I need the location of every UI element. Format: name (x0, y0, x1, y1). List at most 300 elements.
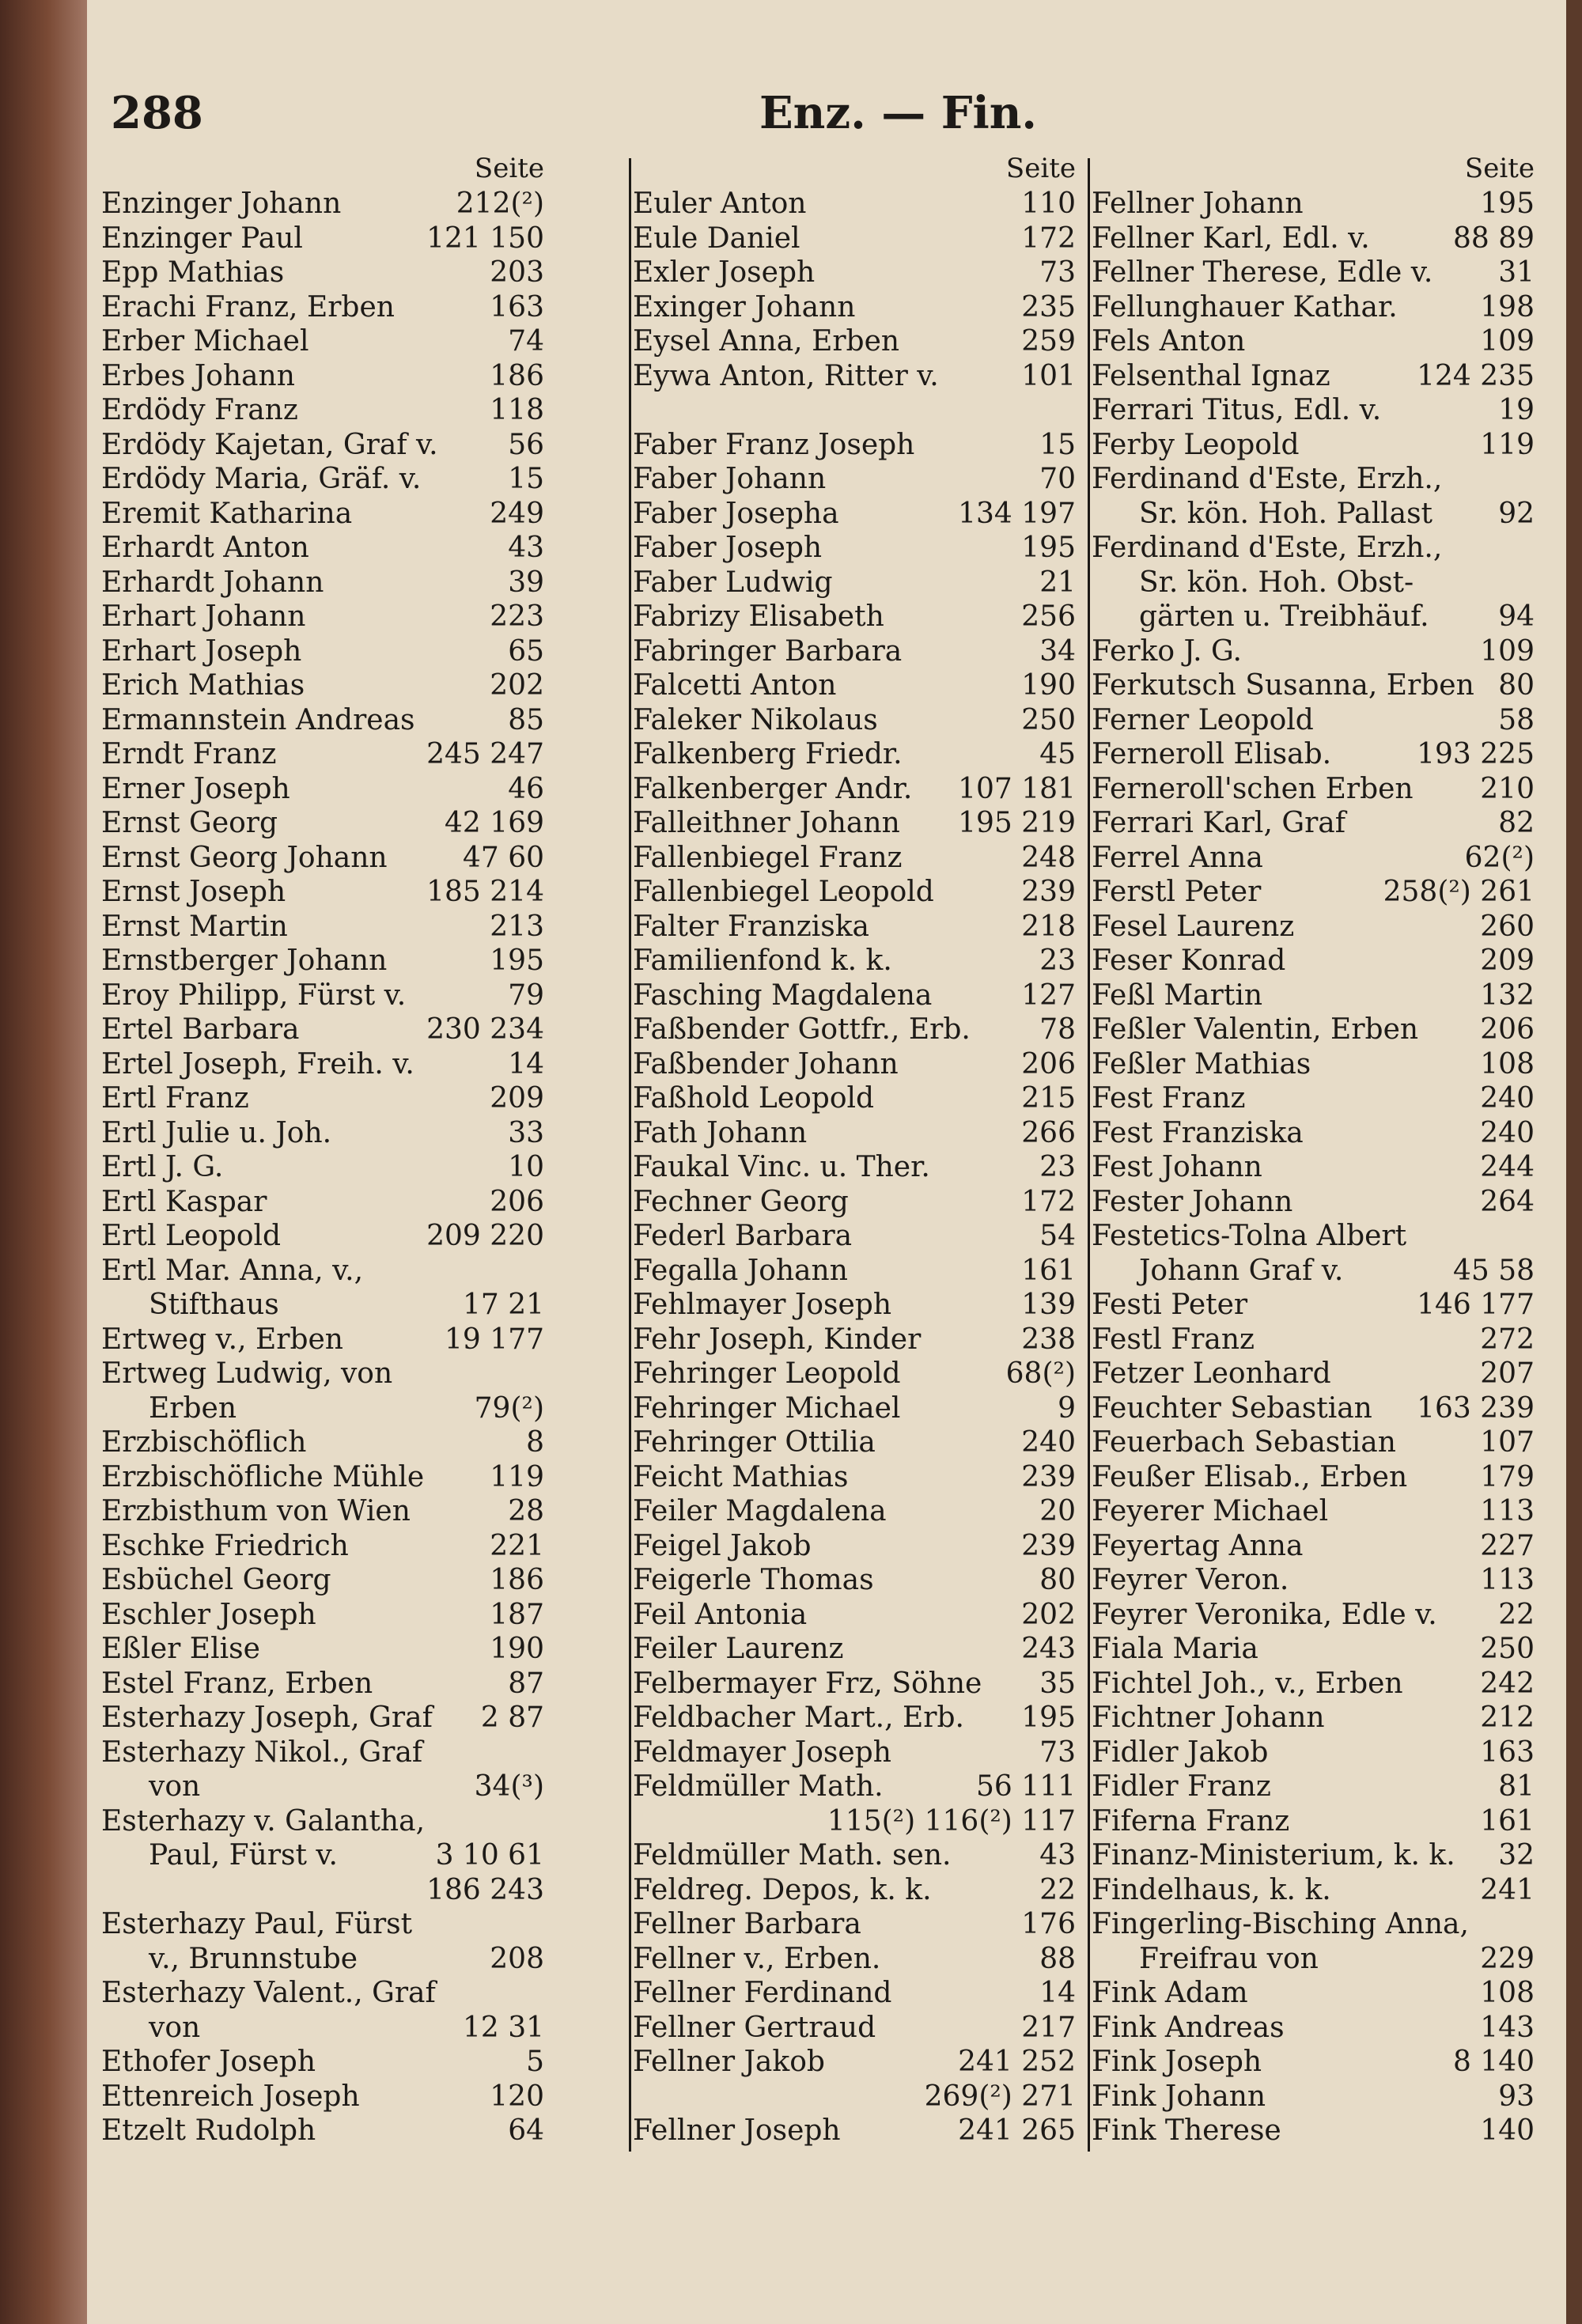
entry-name: Paul, Fürst v. (149, 1839, 338, 1872)
index-entry (1092, 978, 1542, 1013)
entry-name: Federl Barbara (633, 1220, 853, 1252)
index-entry (101, 634, 552, 669)
entry-name: Fellner v., Erben. (633, 1942, 881, 1975)
entry-pages: 260 (1480, 910, 1535, 943)
column-header: Seite (1005, 153, 1076, 184)
index-entry (1092, 2114, 1542, 2148)
index-entry (101, 737, 552, 772)
index-entry (101, 497, 552, 532)
entry-pages: 93 (1498, 2080, 1535, 2113)
entry-name: Ferko J. G. (1092, 634, 1242, 668)
index-entry (633, 1460, 1084, 1495)
entry-name: Feldmüller Math. sen. (633, 1839, 952, 1872)
entry-name: Faukal Vinc. u. Ther. (633, 1151, 930, 1183)
entry-pages: 88 (1039, 1942, 1076, 1975)
entry-pages: 195 (1021, 532, 1076, 564)
index-entry (101, 1529, 552, 1564)
entry-name: Eroy Philipp, Fürst v. (101, 978, 407, 1012)
entry-name: von (149, 2011, 201, 2044)
entry-pages: 240 (1480, 1116, 1535, 1149)
index-entry (1092, 2080, 1542, 2114)
index-entry (101, 772, 552, 807)
index-entry (101, 1804, 552, 1839)
entry-pages: 259 (1021, 325, 1076, 358)
entry-name: Ertel Joseph, Freih. v. (101, 1047, 414, 1081)
index-entry (633, 1081, 1084, 1116)
index-entry (101, 462, 552, 497)
index-column-1 (101, 150, 552, 2148)
entry-name: Fellner Jakob (633, 2046, 825, 2078)
entry-pages: 238 (1021, 1323, 1076, 1356)
index-entry (633, 462, 1084, 497)
index-entry (633, 497, 1084, 532)
index-entry (1092, 1494, 1542, 1529)
entry-pages: 207 (1480, 1357, 1535, 1390)
entry-pages: 80 (1039, 1564, 1076, 1596)
column-rule (1088, 158, 1090, 2152)
index-entry (101, 1047, 552, 1082)
entry-name: Ernst Joseph (101, 876, 286, 908)
index-entry (633, 944, 1084, 978)
entry-pages: 113 (1480, 1564, 1535, 1596)
index-entry (633, 428, 1084, 463)
entry-name: Fichtner Johann (1092, 1701, 1325, 1734)
entry-pages: 107 181 (958, 772, 1076, 805)
entry-name: Ermannstein Andreas (101, 703, 415, 736)
index-entry (101, 531, 552, 566)
entry-pages: 79(²) (474, 1391, 544, 1425)
index-entry (633, 566, 1084, 600)
entry-pages: 101 (1021, 359, 1076, 392)
entry-name: Fink Joseph (1092, 2046, 1262, 2078)
index-entry (633, 1357, 1084, 1391)
book-spine (0, 0, 87, 2324)
entry-pages: 113 (1480, 1495, 1535, 1527)
entry-pages: 109 (1480, 634, 1535, 668)
entry-name: Finanz-Ministerium, k. k. (1092, 1839, 1455, 1872)
entry-name: Fidler Franz (1092, 1770, 1271, 1803)
entry-pages: 5 (526, 2046, 544, 2078)
index-entry (101, 1425, 552, 1460)
entry-pages: 107 (1480, 1426, 1535, 1459)
index-entry (1092, 1907, 1542, 1942)
entry-name: Fellner Johann (1092, 187, 1304, 220)
entry-name: Eschke Friedrich (101, 1529, 349, 1562)
entry-pages: 193 225 (1417, 738, 1535, 770)
entry-name: gärten u. Treibhäuf. (1139, 600, 1429, 633)
index-entry (101, 1254, 552, 1289)
index-entry (633, 359, 1084, 394)
index-entry (633, 1494, 1084, 1529)
index-entry (101, 978, 552, 1013)
index-entry (633, 841, 1084, 876)
entry-pages: 23 (1039, 944, 1076, 977)
entry-name: Felsenthal Ignaz (1092, 359, 1330, 392)
index-entry (1092, 566, 1542, 600)
entry-pages: 121 150 (426, 221, 544, 255)
entry-pages: 80 (1498, 669, 1535, 702)
index-entry (101, 1460, 552, 1495)
index-entry (1092, 875, 1542, 910)
entry-name: Ferdinand d'Este, Erzh., (1092, 463, 1443, 495)
entry-pages: 256 (1021, 600, 1076, 633)
entry-pages: 215 (1021, 1082, 1076, 1115)
entry-name: Feßler Mathias (1092, 1047, 1311, 1081)
index-entry (1092, 1081, 1542, 1116)
index-entry (101, 2011, 552, 2046)
entry-name: Erner Joseph (101, 772, 290, 805)
entry-name: Eule Daniel (633, 221, 800, 255)
entry-pages: 242 (1480, 1667, 1535, 1700)
entry-name: Ferrel Anna (1092, 841, 1263, 874)
entry-pages: 33 (508, 1116, 544, 1149)
index-entry (1092, 1425, 1542, 1460)
entry-pages: 161 (1021, 1254, 1076, 1287)
entry-pages: 2 87 (480, 1701, 544, 1734)
entry-name: Erbes Johann (101, 359, 295, 392)
index-entry (1092, 1632, 1542, 1667)
entry-pages: 223 (490, 600, 544, 633)
entry-pages: 21 (1039, 566, 1076, 599)
index-entry (633, 1976, 1084, 2011)
entry-name: Enzinger Johann (101, 187, 342, 220)
entry-name: Eysel Anna, Erben (633, 325, 900, 358)
index-entry (101, 600, 552, 634)
entry-pages: 45 (1039, 738, 1076, 770)
entry-name: Ertl Mar. Anna, v., (101, 1254, 364, 1287)
entry-name: Ertweg Ludwig, von (101, 1357, 393, 1390)
index-entry (633, 1425, 1084, 1460)
index-entry (1092, 2011, 1542, 2046)
index-entry (101, 1667, 552, 1701)
entry-pages: 172 (1021, 221, 1076, 255)
entry-name: Eschler Joseph (101, 1598, 316, 1631)
entry-name: Feigel Jakob (633, 1529, 812, 1562)
entry-name: Faßbender Gottfr., Erb. (633, 1013, 971, 1046)
index-entry (101, 1357, 552, 1391)
entry-name: Feyertag Anna (1092, 1529, 1304, 1562)
index-entry (101, 703, 552, 738)
entry-pages: 190 (1021, 669, 1076, 702)
entry-name: Faber Ludwig (633, 566, 833, 599)
index-entry (633, 910, 1084, 944)
index-entry (633, 668, 1084, 703)
entry-pages: 34(³) (474, 1770, 544, 1803)
index-entry (633, 1804, 1084, 1839)
entry-pages: 209 (1480, 944, 1535, 977)
entry-pages: 230 234 (426, 1013, 544, 1046)
index-entry (101, 1288, 552, 1323)
entry-pages: 209 220 (426, 1220, 544, 1252)
entry-pages: 120 (490, 2080, 544, 2113)
entry-name: Erhart Johann (101, 600, 306, 633)
entry-pages: 187 (490, 1598, 544, 1631)
entry-name: Fechner Georg (633, 1185, 849, 1218)
index-entry (633, 187, 1084, 221)
index-entry (101, 324, 552, 359)
entry-name: Erhardt Anton (101, 532, 309, 564)
entry-name: Findelhaus, k. k. (1092, 1873, 1331, 1906)
entry-name: Fidler Jakob (1092, 1735, 1269, 1769)
entry-name: Fellunghauer Kathar. (1092, 290, 1398, 324)
index-entry (101, 1598, 552, 1633)
entry-name: Erhart Joseph (101, 634, 302, 668)
entry-name: Euler Anton (633, 187, 807, 220)
entry-pages: 23 (1039, 1151, 1076, 1183)
entry-pages: 81 (1498, 1770, 1535, 1803)
entry-name: Fiferna Franz (1092, 1804, 1290, 1838)
entry-name: Falkenberg Friedr. (633, 738, 903, 770)
entry-pages: 248 (1021, 841, 1076, 874)
entry-pages: 186 (490, 1564, 544, 1596)
entry-pages: 10 (508, 1151, 544, 1183)
index-entry (633, 1047, 1084, 1082)
entry-list (1092, 187, 1542, 2148)
entry-name: Ernst Georg Johann (101, 841, 388, 874)
entry-pages: 134 197 (958, 497, 1076, 530)
entry-pages: 108 (1480, 1047, 1535, 1081)
entry-name: Erzbischöfliche Mühle (101, 1460, 425, 1493)
entry-pages: 70 (1039, 463, 1076, 495)
index-entry (101, 1942, 552, 1977)
index-entry (101, 841, 552, 876)
index-entry (1092, 1942, 1542, 1977)
entry-pages: 8 (526, 1426, 544, 1459)
index-entry (1092, 1598, 1542, 1633)
index-entry (1092, 255, 1542, 290)
entry-pages: 210 (1480, 772, 1535, 805)
entry-name: Feußer Elisab., Erben (1092, 1460, 1408, 1493)
index-entry (101, 1976, 552, 2011)
entry-pages: 239 (1021, 876, 1076, 908)
entry-name: Fellner Barbara (633, 1908, 861, 1940)
entry-name: Feicht Mathias (633, 1460, 849, 1493)
index-entry (101, 1219, 552, 1254)
entry-name: Ertel Barbara (101, 1013, 300, 1046)
entry-name: Feyrer Veron. (1092, 1564, 1289, 1596)
index-entry (633, 1323, 1084, 1357)
entry-pages: 243 (1021, 1633, 1076, 1665)
index-entry (1092, 428, 1542, 463)
entry-pages: 92 (1498, 497, 1535, 530)
index-entry (633, 324, 1084, 359)
page-number: 288 (111, 87, 203, 139)
index-entry (1092, 393, 1542, 428)
entry-name: Ertl Franz (101, 1082, 249, 1115)
entry-pages: 206 (1021, 1047, 1076, 1081)
index-entry (633, 1254, 1084, 1289)
column-header: Seite (474, 153, 544, 184)
index-entry (1092, 668, 1542, 703)
index-entry (633, 1598, 1084, 1633)
entry-name: Feiler Laurenz (633, 1633, 844, 1665)
entry-name: Estel Franz, Erben (101, 1667, 373, 1700)
entry-name: Fiala Maria (1092, 1633, 1258, 1665)
entry-pages: 108 (1480, 1977, 1535, 2009)
entry-name: Fehringer Ottilia (633, 1426, 876, 1459)
entry-name: Sr. kön. Hoh. Obst- (1139, 566, 1414, 599)
index-entry (633, 1942, 1084, 1977)
entry-pages: 163 (490, 290, 544, 324)
entry-pages: 186 (490, 359, 544, 392)
entry-name: Falkenberger Andr. (633, 772, 913, 805)
entry-name: Erich Mathias (101, 669, 305, 702)
index-entry (101, 875, 552, 910)
entry-pages: 15 (508, 463, 544, 495)
index-entry (633, 1185, 1084, 1220)
entry-name: Sr. kön. Hoh. Pallast (1139, 497, 1433, 530)
entry-pages: 78 (1039, 1013, 1076, 1046)
entry-name: von (149, 1770, 201, 1803)
column-header: Seite (1464, 153, 1535, 184)
entry-pages: 79 (508, 978, 544, 1012)
entry-pages: 176 (1021, 1908, 1076, 1940)
entry-pages: 74 (508, 325, 544, 358)
index-entry (101, 806, 552, 841)
entry-name: Ernst Martin (101, 910, 288, 943)
entry-name: Erndt Franz (101, 738, 277, 770)
index-entry (1092, 324, 1542, 359)
entry-name: Erben (149, 1391, 237, 1425)
entry-name: Erzbischöflich (101, 1426, 307, 1459)
index-entry (633, 255, 1084, 290)
index-entry (1092, 1254, 1542, 1289)
entry-pages: 8 140 (1452, 2046, 1535, 2078)
index-entry (1092, 1769, 1542, 1804)
index-entry (633, 1769, 1084, 1804)
entry-name: Johann Graf v. (1139, 1254, 1344, 1287)
index-entry (633, 634, 1084, 669)
index-entry (101, 1323, 552, 1357)
entry-name: Fellner Joseph (633, 2114, 841, 2147)
entry-name: Ferrari Titus, Edl. v. (1092, 394, 1382, 426)
entry-pages: 195 (490, 944, 544, 977)
entry-name: Fehringer Michael (633, 1391, 901, 1425)
entry-pages: 244 (1480, 1151, 1535, 1183)
entry-name: Festl Franz (1092, 1323, 1255, 1356)
index-entry (101, 944, 552, 978)
entry-name: Fasching Magdalena (633, 978, 933, 1012)
entry-pages: 209 (490, 1082, 544, 1115)
entry-name: Fink Adam (1092, 1977, 1248, 2009)
index-entry (1092, 1323, 1542, 1357)
entry-name: Feßl Martin (1092, 978, 1263, 1012)
index-entry (633, 1150, 1084, 1185)
index-entry (101, 2114, 552, 2148)
entry-pages: 218 (1021, 910, 1076, 943)
entry-name: v., Brunnstube (149, 1942, 358, 1975)
entry-name: Etzelt Rudolph (101, 2114, 316, 2147)
entry-name: Ertweg v., Erben (101, 1323, 343, 1356)
entry-name: Faleker Nikolaus (633, 703, 878, 736)
entry-pages: 43 (1039, 1839, 1076, 1872)
entry-pages: 62(²) (1464, 841, 1535, 874)
entry-name: Feyerer Michael (1092, 1495, 1329, 1527)
entry-name: Feser Konrad (1092, 944, 1286, 977)
index-entry (633, 2080, 1084, 2114)
index-entry (633, 703, 1084, 738)
entry-pages: 115(²) 116(²) 117 (827, 1804, 1076, 1838)
entry-pages: 213 (490, 910, 544, 943)
entry-name: Ertl Leopold (101, 1220, 282, 1252)
entry-name: Fellner Gertraud (633, 2011, 876, 2044)
entry-name: Erachi Franz, Erben (101, 290, 395, 324)
entry-pages: 146 177 (1417, 1289, 1535, 1321)
page-edge (1566, 0, 1582, 2324)
index-entry (633, 1288, 1084, 1323)
index-entry (1092, 2045, 1542, 2080)
index-entry (1092, 497, 1542, 532)
entry-name: Ertl Kaspar (101, 1185, 267, 1218)
entry-pages: 64 (508, 2114, 544, 2147)
index-entry (633, 1529, 1084, 1564)
entry-name: Eremit Katharina (101, 497, 353, 530)
entry-name: Ferner Leopold (1092, 703, 1314, 736)
entry-pages: 250 (1480, 1633, 1535, 1665)
entry-pages: 119 (490, 1460, 544, 1493)
index-entry (101, 1081, 552, 1116)
index-entry (633, 290, 1084, 325)
entry-pages: 198 (1480, 290, 1535, 324)
entry-name: Feuchter Sebastian (1092, 1391, 1372, 1425)
entry-pages: 239 (1021, 1460, 1076, 1493)
index-entry (1092, 290, 1542, 325)
entry-pages: 58 (1498, 703, 1535, 736)
entry-name: Fink Johann (1092, 2080, 1266, 2113)
entry-name: Esterhazy Valent., Graf (101, 1977, 436, 2009)
entry-pages: 15 (1039, 428, 1076, 461)
entry-name: Fegalla Johann (633, 1254, 848, 1287)
entry-pages: 140 (1480, 2114, 1535, 2147)
entry-pages: 195 (1021, 1701, 1076, 1734)
index-entry (101, 1632, 552, 1667)
entry-name: Ferdinand d'Este, Erzh., (1092, 532, 1443, 564)
entry-name: Ferneroll Elisab. (1092, 738, 1332, 770)
entry-pages: 14 (508, 1047, 544, 1081)
entry-pages: 56 (508, 428, 544, 461)
index-entry (1092, 1150, 1542, 1185)
index-entry (1092, 1735, 1542, 1770)
index-entry (1092, 1701, 1542, 1735)
entry-name: Ettenreich Joseph (101, 2080, 360, 2113)
index-entry (633, 1116, 1084, 1151)
index-entry (1092, 1391, 1542, 1426)
entry-name: Falter Franziska (633, 910, 870, 943)
entry-name: Fabrizy Elisabeth (633, 600, 884, 633)
entry-name: Feldmayer Joseph (633, 1735, 891, 1769)
entry-pages: 109 (1480, 325, 1535, 358)
index-entry (633, 1838, 1084, 1873)
entry-name: Esbüchel Georg (101, 1564, 331, 1596)
index-entry (1092, 1116, 1542, 1151)
index-entry (633, 393, 1084, 428)
entry-pages: 241 252 (958, 2046, 1076, 2078)
entry-name: Fest Franziska (1092, 1116, 1304, 1149)
entry-name: Fabringer Barbara (633, 634, 903, 668)
entry-name: Feßler Valentin, Erben (1092, 1013, 1419, 1046)
entry-pages: 235 (1021, 290, 1076, 324)
entry-list (633, 187, 1084, 2148)
entry-name: Feiler Magdalena (633, 1495, 887, 1527)
entry-pages: 245 247 (426, 738, 544, 770)
index-entry (1092, 600, 1542, 634)
index-entry (633, 875, 1084, 910)
entry-name: Erdödy Maria, Gräf. v. (101, 463, 422, 495)
entry-name: Ethofer Joseph (101, 2046, 316, 2078)
index-entry (633, 737, 1084, 772)
index-entry (1092, 634, 1542, 669)
entry-name: Fesel Laurenz (1092, 910, 1295, 943)
